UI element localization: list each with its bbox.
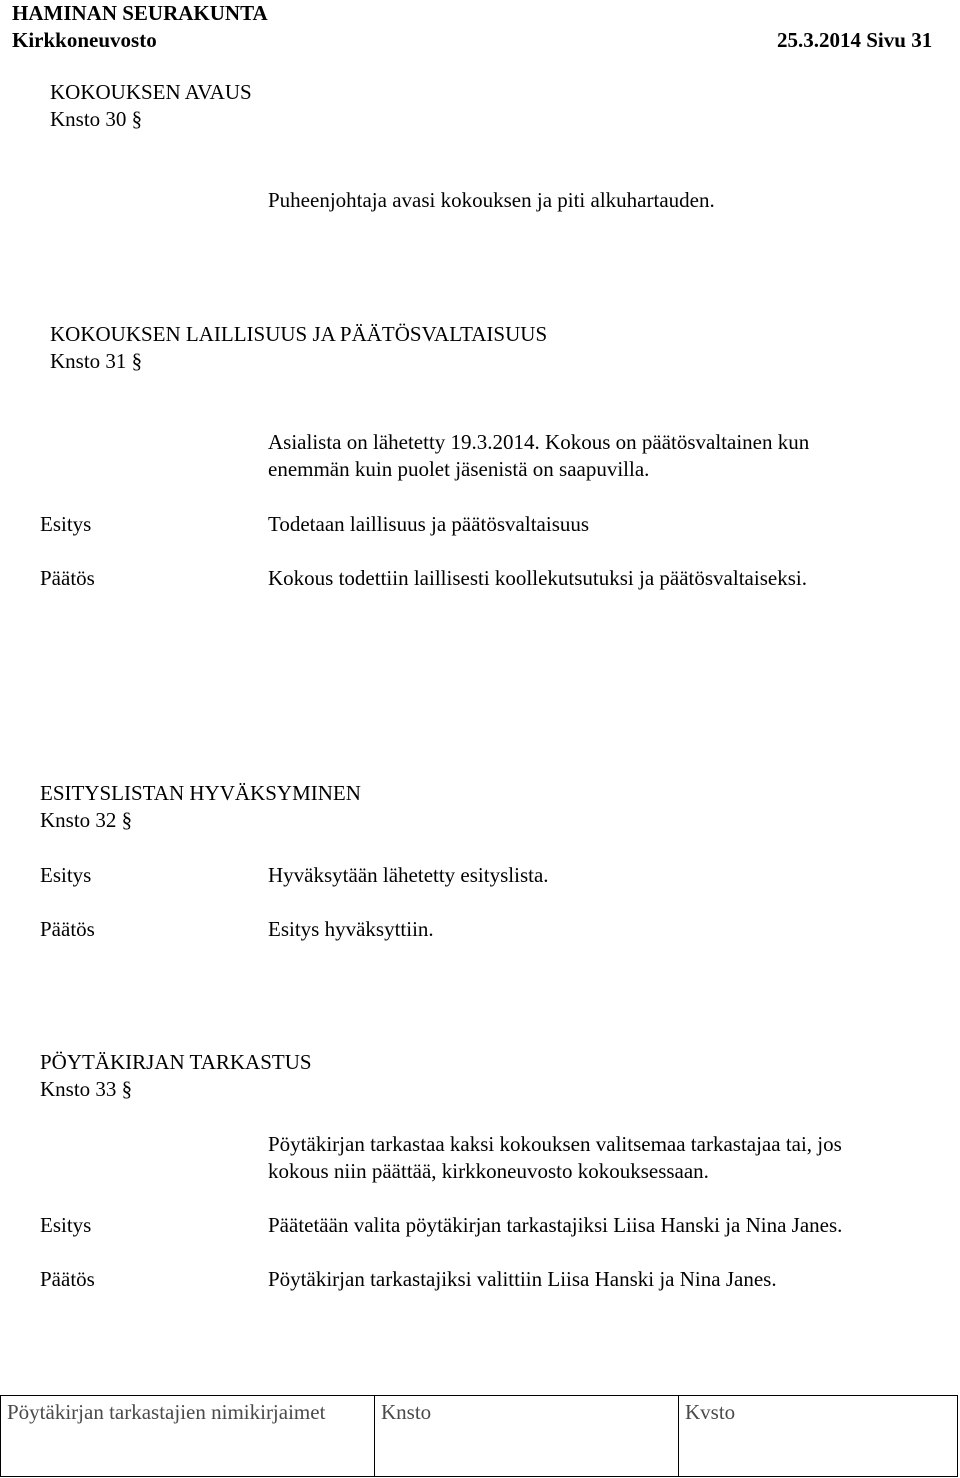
section-31-proposal: Todetaan laillisuus ja päätösvaltaisuus — [268, 512, 590, 536]
footer-knsto-cell — [375, 1396, 679, 1476]
section-32-proposal: Hyväksytään lähetetty esityslista. — [268, 863, 549, 887]
section-33-proposal: Päätetään valita pöytäkirjan tarkastajiksi Liisa Hanski ja Nina Janes. — [268, 1213, 843, 1237]
section-30-title: KOKOUKSEN AVAUS — [50, 80, 252, 104]
signature-box — [0, 1395, 958, 1477]
section-30-text: Puheenjohtaja avasi kokouksen ja piti alkuhartauden. — [268, 188, 715, 212]
section-30-number: Knsto 30 § — [50, 107, 143, 131]
footer-knsto-label: Knsto — [381, 1400, 432, 1424]
section-33-decision-label: Päätös — [40, 1267, 95, 1291]
section-33-decision: Pöytäkirjan tarkastajiksi valittiin Liisa Hanski ja Nina Janes. — [268, 1267, 777, 1291]
footer-signatures-label: Pöytäkirjan tarkastajien nimikirjaimet — [7, 1400, 326, 1424]
section-33-number: Knsto 33 § — [40, 1077, 133, 1101]
section-33-intro-line2: kokous niin päättää, kirkkoneuvosto kokouksessaan. — [268, 1159, 709, 1183]
section-33-proposal-label: Esitys — [40, 1213, 92, 1237]
organization-name: HAMINAN SEURAKUNTA — [12, 1, 268, 25]
section-31-decision-label: Päätös — [40, 566, 95, 590]
section-32-decision-label: Päätös — [40, 917, 95, 941]
footer-kvsto-cell — [679, 1396, 957, 1476]
section-31-number: Knsto 31 § — [50, 349, 143, 373]
section-31-intro-line1: Asialista on lähetetty 19.3.2014. Kokous on päätösvaltainen kun — [268, 430, 810, 454]
footer-kvsto-label: Kvsto — [685, 1400, 736, 1424]
meeting-body: Kirkkoneuvosto — [12, 28, 157, 52]
section-31-intro-line2: enemmän kuin puolet jäsenistä on saapuvilla. — [268, 457, 650, 481]
section-32-title: ESITYSLISTAN HYVÄKSYMINEN — [40, 781, 361, 805]
section-33-title: PÖYTÄKIRJAN TARKASTUS — [40, 1050, 312, 1074]
section-32-decision: Esitys hyväksyttiin. — [268, 917, 434, 941]
section-32-proposal-label: Esitys — [40, 863, 92, 887]
section-32-number: Knsto 32 § — [40, 808, 133, 832]
date-page: 25.3.2014 Sivu 31 — [777, 28, 933, 52]
section-31-decision: Kokous todettiin laillisesti koollekutsutuksi ja päätösvaltaiseksi. — [268, 566, 807, 590]
section-31-title: KOKOUKSEN LAILLISUUS JA PÄÄTÖSVALTAISUUS — [50, 322, 548, 346]
section-31-proposal-label: Esitys — [40, 512, 92, 536]
footer-signatures-cell — [1, 1396, 375, 1476]
section-33-intro-line1: Pöytäkirjan tarkastaa kaksi kokouksen valitsemaa tarkastajaa tai, jos — [268, 1132, 842, 1156]
